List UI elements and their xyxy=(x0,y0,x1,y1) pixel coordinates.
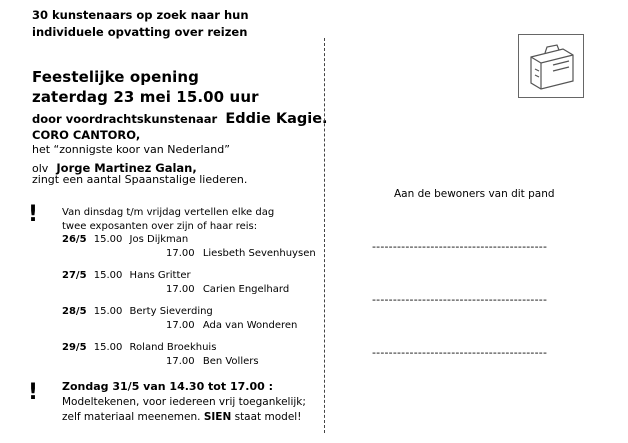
schedule-time: 15.00 xyxy=(93,306,123,317)
exclamation-icon: ! xyxy=(28,380,39,405)
choir-name: CORO CANTORO, xyxy=(32,128,141,142)
schedule-row xyxy=(166,320,297,331)
schedule-time: 17.00 xyxy=(166,284,195,295)
schedule-row xyxy=(166,284,289,295)
schedule-row xyxy=(62,234,188,245)
schedule-name: Jos Dijkman xyxy=(129,234,189,245)
schedule-name: Hans Gritter xyxy=(129,270,191,281)
schedule-time: 17.00 xyxy=(166,248,195,259)
sunday-line-2-suffix: staat model! xyxy=(234,411,302,423)
schedule-date: 26/5 xyxy=(62,234,87,245)
schedule-name: Carien Engelhard xyxy=(202,284,290,295)
sunday-line-2-prefix: zelf materiaal meenemen. xyxy=(62,411,201,423)
exclamation-icon: ! xyxy=(28,202,39,227)
schedule-time: 15.00 xyxy=(93,234,123,245)
schedule-date: 27/5 xyxy=(62,270,87,281)
schedule-date: 29/5 xyxy=(62,342,87,353)
schedule-name: Ben Vollers xyxy=(202,356,259,367)
schedule-row xyxy=(62,342,216,353)
schedule-name: Liesbeth Sevenhuysen xyxy=(202,248,316,259)
intro-line-1: 30 kunstenaars op zoek naar hun xyxy=(32,8,249,22)
sunday-heading: Zondag 31/5 van 14.30 tot 17.00 : xyxy=(62,380,273,393)
schedule-name: Roland Broekhuis xyxy=(129,342,217,353)
sunday-line-2 xyxy=(62,411,301,423)
suitcase-icon xyxy=(519,35,583,97)
intro-line-2: individuele opvatting over reizen xyxy=(32,25,248,39)
schedule-time: 15.00 xyxy=(93,342,123,353)
schedule-name: Berty Sieverding xyxy=(129,306,213,317)
schedule-time: 17.00 xyxy=(166,356,195,367)
schedule-date: 28/5 xyxy=(62,306,87,317)
stamp-box xyxy=(518,34,584,98)
choir-description: het “zonnigste koor van Nederland” xyxy=(32,143,230,156)
address-line: ------------------------------------------ xyxy=(372,240,548,253)
address-line: ------------------------------------------ xyxy=(372,346,548,359)
schedule-row xyxy=(166,356,259,367)
sunday-line-1: Modeltekenen, voor iedereen vrij toegankelijk; xyxy=(62,396,306,408)
sunday-line-2-bold: SIEN xyxy=(203,411,232,423)
performer-line xyxy=(32,108,328,127)
address-line: ------------------------------------------ xyxy=(372,293,548,306)
schedule-intro-1: Van dinsdag t/m vrijdag vertellen elke dag xyxy=(62,207,275,218)
performer-name: Eddie Kagie. xyxy=(225,111,328,127)
address-recipient: Aan de bewoners van dit pand xyxy=(394,188,555,200)
schedule-name: Ada van Wonderen xyxy=(202,320,298,331)
center-divider xyxy=(324,38,325,433)
choir-action: zingt een aantal Spaanstalige liederen. xyxy=(32,173,248,186)
opening-title: Feestelijke opening xyxy=(32,68,200,86)
conductor-name: Jorge Martinez Galan, xyxy=(56,161,197,175)
performer-prefix: door voordrachtskunstenaar xyxy=(32,112,218,126)
schedule-row xyxy=(62,270,191,281)
conductor-prefix: olv xyxy=(32,162,49,175)
schedule-row xyxy=(166,248,316,259)
schedule-row xyxy=(62,306,213,317)
schedule-time: 17.00 xyxy=(166,320,195,331)
opening-date: zaterdag 23 mei 15.00 uur xyxy=(32,88,259,106)
schedule-time: 15.00 xyxy=(93,270,123,281)
schedule-intro-2: twee exposanten over zijn of haar reis: xyxy=(62,221,258,232)
